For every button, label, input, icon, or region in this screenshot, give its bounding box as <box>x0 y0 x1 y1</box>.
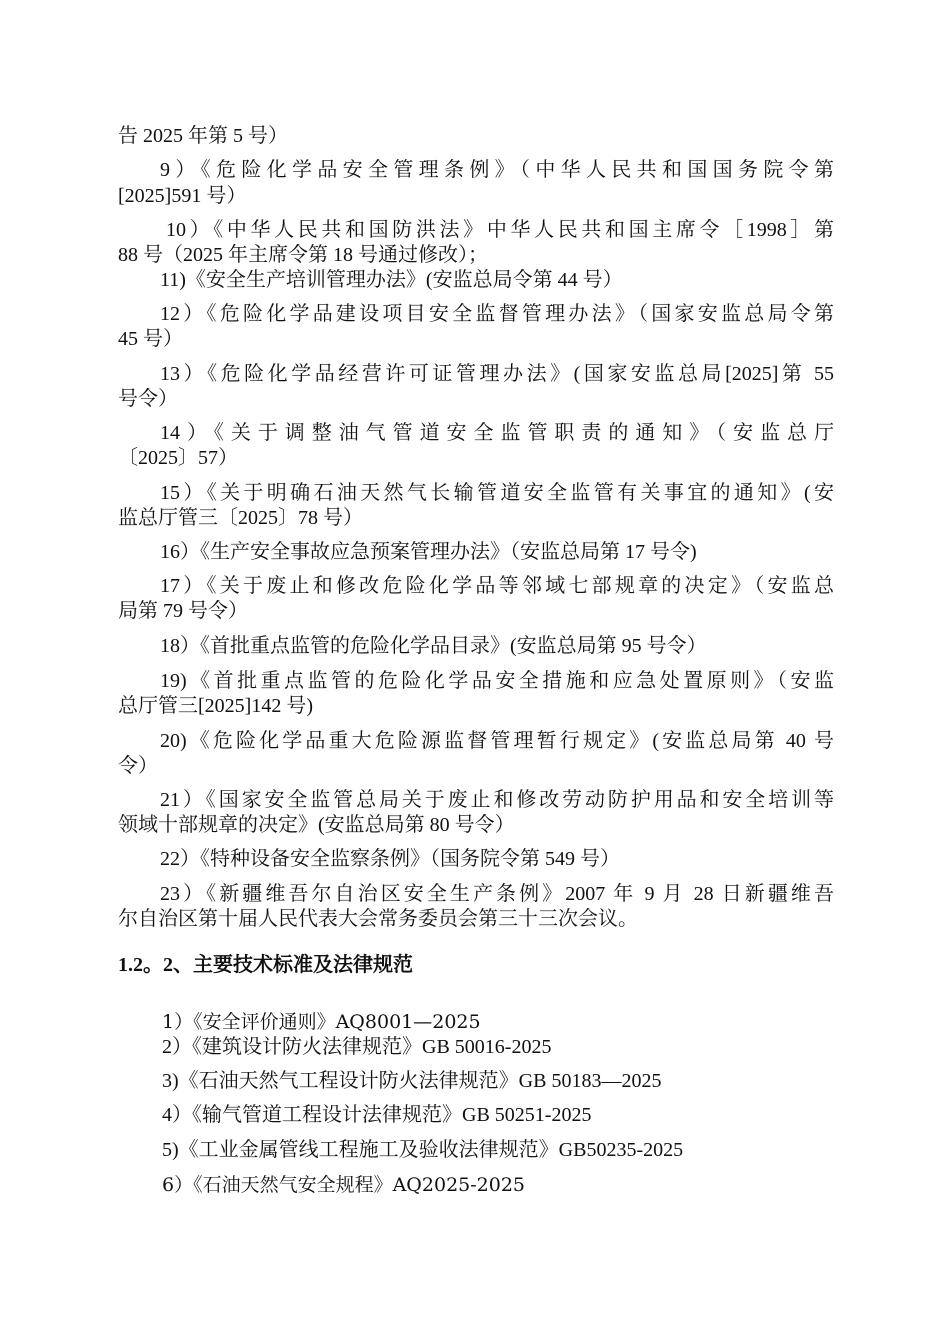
standard-item: 5)《工业金属管线工程施工及验收法律规范》GB50235-2025 <box>162 1139 684 1161</box>
standard-item: 3)《石油天然气工程设计防火法律规范》GB 50183—2025 <box>162 1070 662 1092</box>
list-item-line: 88 号（2025 年主席令第 18 号通过修改）； <box>118 244 488 266</box>
standard-item: 4）《输气管道工程设计法律规范》GB 50251-2025 <box>162 1104 592 1126</box>
list-item-line: 21）《国家安全监管总局关于废止和修改劳动防护用品和安全培训等 <box>160 789 834 811</box>
list-item-line: 19)《首批重点监管的危险化学品安全措施和应急处置原则》（安监 <box>160 670 834 692</box>
standard-item: 2）《建筑设计防火法律规范》GB 50016-2025 <box>162 1036 552 1058</box>
list-item-line: 令） <box>118 755 158 777</box>
list-item-line: 〔2025〕57） <box>118 447 238 469</box>
list-item-line: 17）《关于废止和修改危险化学品等邻域七部规章的决定》（安监总 <box>160 575 834 597</box>
standard-item: 6）《石油天然气安全规程》AQ2025-2025 <box>162 1174 526 1196</box>
section-heading: 1.2。2、主要技术标准及法律规范 <box>118 954 413 976</box>
list-item-line: 11)《安全生产培训管理办法》(安监总局令第 44 号） <box>160 269 623 291</box>
list-item-line: 12）《危险化学品建设项目安全监督管理办法》（国家安监总局令第 <box>160 303 834 325</box>
list-item-line: 45 号） <box>118 328 183 350</box>
standard-item: 1）《安全评价通则》AQ8001—2025 <box>162 1011 481 1033</box>
list-item-line: [2025]591 号） <box>118 185 247 207</box>
list-item-line: 14）《关于调整油气管道安全监管职责的通知》（安监总厅 <box>160 422 834 444</box>
list-item-line: 15）《关于明确石油天然气长输管道安全监管有关事宜的通知》(安 <box>160 482 834 504</box>
list-item-line: 局第 79 号令） <box>118 600 248 622</box>
list-item-line: 13）《危险化学品经营许可证管理办法》(国家安监总局[2025]第 55 <box>160 363 834 385</box>
list-item-line: 18）《首批重点监管的危险化学品目录》(安监总局第 95 号令） <box>160 635 707 657</box>
list-item-line: 23）《新疆维吾尔自治区安全生产条例》2007 年 9 月 28 日新疆维吾 <box>160 883 834 905</box>
list-item-line: 9）《危险化学品安全管理条例》（中华人民共和国国务院令第 <box>160 159 834 181</box>
list-item-line: 10）《中华人民共和国防洪法》中华人民共和国主席令［1998］第 <box>166 219 834 241</box>
list-item-line: 告 2025 年第 5 号） <box>118 125 288 147</box>
list-item-line: 领域十部规章的决定》(安监总局第 80 号令） <box>118 814 515 836</box>
list-item-line: 号令） <box>118 388 178 410</box>
list-item-line: 20)《危险化学品重大危险源监督管理暂行规定》(安监总局第 40 号 <box>160 730 834 752</box>
list-item-line: 尔自治区第十届人民代表大会常务委员会第三十三次会议。 <box>118 908 638 930</box>
list-item-line: 22）《特种设备安全监察条例》（国务院令第 549 号） <box>160 848 620 870</box>
list-item-line: 监总厅管三〔2025〕78 号） <box>118 507 363 529</box>
list-item-line: 总厅管三[2025]142 号) <box>118 695 313 717</box>
list-item-line: 16）《生产安全事故应急预案管理办法》（安监总局第 17 号令) <box>160 541 697 563</box>
